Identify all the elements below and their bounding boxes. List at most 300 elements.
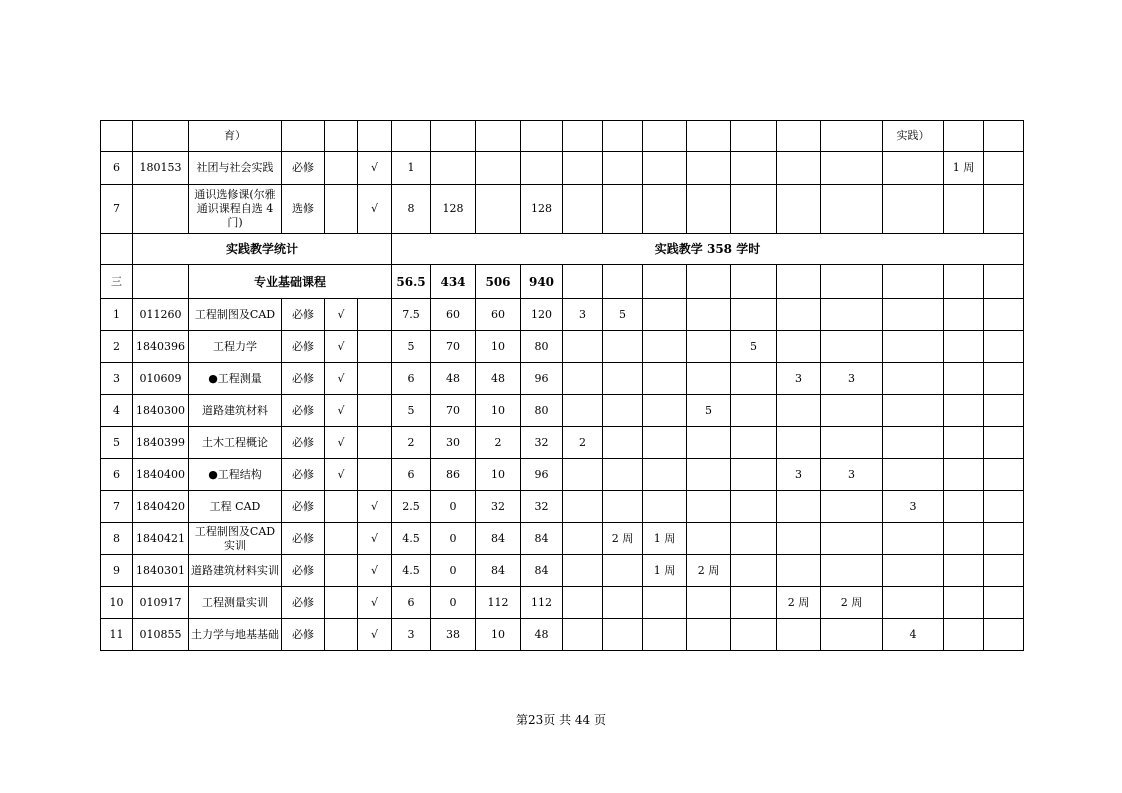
empty-cell — [944, 459, 984, 491]
check-cell — [358, 363, 392, 395]
semester-cell — [731, 491, 777, 523]
table-row — [101, 363, 1024, 395]
hours-cell: 10 — [476, 459, 521, 491]
practice-summary-label: 实践教学统计 — [133, 234, 392, 265]
semester-cell: 1 周 — [643, 555, 687, 587]
hours-cell: 128 — [431, 185, 476, 234]
semester-cell — [603, 185, 643, 234]
table-row — [101, 121, 1024, 152]
semester-cell — [731, 523, 777, 555]
course-type: 必修 — [282, 523, 325, 555]
hours-cell: 70 — [431, 331, 476, 363]
semester-cell — [603, 587, 643, 619]
hours-cell: 0 — [431, 587, 476, 619]
row-number: 2 — [101, 331, 133, 363]
course-type: 必修 — [282, 459, 325, 491]
hours-cell: 48 — [431, 363, 476, 395]
semester-cell — [643, 363, 687, 395]
semester-cell — [821, 619, 883, 651]
semester-cell — [603, 395, 643, 427]
semester-cell — [731, 555, 777, 587]
semester-cell — [821, 299, 883, 331]
semester-cell — [883, 395, 944, 427]
course-type: 必修 — [282, 152, 325, 185]
semester-cell — [821, 152, 883, 185]
semester-cell — [603, 459, 643, 491]
hours-cell: 60 — [431, 299, 476, 331]
hours-cell: 86 — [431, 459, 476, 491]
empty-cell — [101, 234, 133, 265]
credit-cell: 6 — [392, 459, 431, 491]
check-cell — [358, 459, 392, 491]
semester-cell: 2 周 — [777, 587, 821, 619]
semester-cell — [777, 331, 821, 363]
semester-cell — [687, 185, 731, 234]
semester-cell: 2 — [563, 427, 603, 459]
hours-cell: 80 — [521, 331, 563, 363]
check-cell — [325, 491, 358, 523]
semester-cell — [883, 587, 944, 619]
empty-cell — [944, 331, 984, 363]
semester-cell — [687, 152, 731, 185]
semester-cell — [883, 185, 944, 234]
semester-cell — [643, 299, 687, 331]
semester-cell — [603, 555, 643, 587]
semester-cell: 2 周 — [687, 555, 731, 587]
semester-cell — [821, 427, 883, 459]
semester-cell — [821, 523, 883, 555]
row-number: 7 — [101, 185, 133, 234]
semester-cell — [944, 185, 984, 234]
hours-cell: 60 — [476, 299, 521, 331]
check-cell — [325, 619, 358, 651]
empty-cell — [731, 265, 777, 299]
semester-cell — [687, 523, 731, 555]
semester-cell — [563, 523, 603, 555]
row-number: 7 — [101, 491, 133, 523]
credit-cell: 2.5 — [392, 491, 431, 523]
check-cell — [358, 331, 392, 363]
check-cell — [325, 185, 358, 234]
semester-cell — [731, 395, 777, 427]
credit-cell: 7.5 — [392, 299, 431, 331]
hours-cell: 32 — [521, 491, 563, 523]
check-cell: √ — [325, 331, 358, 363]
hours-cell: 0 — [431, 523, 476, 555]
credit-cell — [392, 121, 431, 152]
hours-cell: 112 — [521, 587, 563, 619]
semester-cell — [643, 427, 687, 459]
semester-cell — [563, 152, 603, 185]
course-name: ●工程结构 — [189, 459, 282, 491]
row-number: 11 — [101, 619, 133, 651]
check-cell — [358, 427, 392, 459]
credit-cell: 6 — [392, 363, 431, 395]
course-code: 180153 — [133, 152, 189, 185]
extra-cell — [984, 185, 1024, 234]
extra-cell — [984, 491, 1024, 523]
semester-cell — [643, 459, 687, 491]
empty-cell — [944, 619, 984, 651]
empty-cell — [984, 265, 1024, 299]
extra-cell — [984, 587, 1024, 619]
extra-cell — [984, 555, 1024, 587]
course-name: ●工程测量 — [189, 363, 282, 395]
check-cell — [358, 299, 392, 331]
semester-cell — [731, 619, 777, 651]
semester-cell — [777, 555, 821, 587]
semester-cell — [643, 619, 687, 651]
table-row — [101, 185, 1024, 234]
course-type — [282, 121, 325, 152]
semester-cell — [777, 121, 821, 152]
semester-cell — [563, 491, 603, 523]
table-row — [101, 491, 1024, 523]
check-cell: √ — [325, 299, 358, 331]
row-number: 5 — [101, 427, 133, 459]
semester-cell — [821, 555, 883, 587]
semester-cell — [883, 459, 944, 491]
semester-cell — [777, 619, 821, 651]
credit-cell: 5 — [392, 331, 431, 363]
table-row — [101, 152, 1024, 185]
hours-cell: 0 — [431, 491, 476, 523]
semester-cell — [687, 363, 731, 395]
semester-cell — [643, 395, 687, 427]
semester-cell — [643, 587, 687, 619]
table-row — [101, 459, 1024, 491]
course-code — [133, 185, 189, 234]
credit-cell: 1 — [392, 152, 431, 185]
course-code: 010917 — [133, 587, 189, 619]
semester-cell — [687, 459, 731, 491]
empty-cell — [944, 555, 984, 587]
semester-cell: 1 周 — [944, 152, 984, 185]
check-cell: √ — [358, 491, 392, 523]
check-cell — [325, 152, 358, 185]
table-row — [101, 299, 1024, 331]
empty-cell — [944, 299, 984, 331]
course-type: 必修 — [282, 491, 325, 523]
hours-cell — [476, 185, 521, 234]
row-number: 1 — [101, 299, 133, 331]
semester-cell — [603, 331, 643, 363]
page-footer: 第23页 共 44 页 — [516, 713, 606, 727]
semester-cell — [883, 299, 944, 331]
credit-cell: 5 — [392, 395, 431, 427]
course-code: 011260 — [133, 299, 189, 331]
credit-cell: 6 — [392, 587, 431, 619]
extra-cell — [984, 363, 1024, 395]
extra-cell — [984, 427, 1024, 459]
row-number — [101, 121, 133, 152]
semester-cell: 3 — [883, 491, 944, 523]
check-cell — [325, 587, 358, 619]
semester-cell: 5 — [687, 395, 731, 427]
hours-cell: 128 — [521, 185, 563, 234]
semester-cell — [883, 523, 944, 555]
check-cell — [325, 555, 358, 587]
semester-cell: 2 周 — [821, 587, 883, 619]
section-hours: 506 — [476, 265, 521, 299]
credit-cell: 2 — [392, 427, 431, 459]
hours-cell: 2 — [476, 427, 521, 459]
check-cell: √ — [325, 395, 358, 427]
semester-cell — [731, 427, 777, 459]
semester-cell — [777, 523, 821, 555]
semester-cell — [821, 185, 883, 234]
hours-cell — [476, 152, 521, 185]
hours-cell: 84 — [521, 523, 563, 555]
hours-cell: 32 — [521, 427, 563, 459]
semester-cell — [687, 587, 731, 619]
empty-cell — [687, 265, 731, 299]
semester-cell — [731, 299, 777, 331]
semester-cell — [563, 587, 603, 619]
course-name: 工程制图及CAD 实训 — [189, 523, 282, 555]
empty-cell — [563, 265, 603, 299]
extra-cell — [984, 152, 1024, 185]
practice-summary-value: 实践教学 358 学时 — [392, 234, 1024, 265]
semester-cell — [687, 121, 731, 152]
empty-cell — [944, 491, 984, 523]
course-code: 1840399 — [133, 427, 189, 459]
semester-cell — [944, 121, 984, 152]
semester-cell: 实践） — [883, 121, 944, 152]
hours-cell — [521, 152, 563, 185]
empty-cell — [944, 523, 984, 555]
hours-cell: 38 — [431, 619, 476, 651]
hours-cell: 32 — [476, 491, 521, 523]
empty-cell — [944, 395, 984, 427]
semester-cell — [821, 331, 883, 363]
course-name: 工程 CAD — [189, 491, 282, 523]
semester-cell — [731, 587, 777, 619]
semester-cell — [563, 331, 603, 363]
empty-cell — [777, 265, 821, 299]
semester-cell — [563, 395, 603, 427]
course-code: 1840300 — [133, 395, 189, 427]
row-number: 3 — [101, 363, 133, 395]
semester-cell: 1 周 — [643, 523, 687, 555]
semester-cell — [731, 185, 777, 234]
credit-cell: 4.5 — [392, 523, 431, 555]
semester-cell — [563, 363, 603, 395]
hours-cell: 120 — [521, 299, 563, 331]
extra-cell — [984, 523, 1024, 555]
semester-cell — [563, 555, 603, 587]
course-code: 1840400 — [133, 459, 189, 491]
course-type: 必修 — [282, 427, 325, 459]
semester-cell — [883, 427, 944, 459]
semester-cell — [883, 152, 944, 185]
hours-cell — [476, 121, 521, 152]
curriculum-table — [100, 120, 1024, 651]
hours-cell: 48 — [521, 619, 563, 651]
empty-cell — [944, 363, 984, 395]
hours-cell: 84 — [521, 555, 563, 587]
semester-cell — [643, 331, 687, 363]
table-row — [101, 555, 1024, 587]
course-code: 010609 — [133, 363, 189, 395]
check-cell — [325, 121, 358, 152]
hours-cell: 10 — [476, 331, 521, 363]
course-type: 必修 — [282, 395, 325, 427]
empty-cell — [643, 265, 687, 299]
check-cell — [358, 121, 392, 152]
course-type: 必修 — [282, 555, 325, 587]
empty-cell — [944, 265, 984, 299]
course-type: 选修 — [282, 185, 325, 234]
semester-cell — [777, 427, 821, 459]
section-credit: 56.5 — [392, 265, 431, 299]
semester-cell — [731, 152, 777, 185]
section-number: 三 — [101, 265, 133, 299]
check-cell: √ — [358, 523, 392, 555]
course-name: 通识选修课(尔雅通识课程自选 4 门) — [189, 185, 282, 234]
semester-cell — [777, 152, 821, 185]
semester-cell — [687, 427, 731, 459]
extra-cell — [984, 331, 1024, 363]
credit-cell: 8 — [392, 185, 431, 234]
course-type: 必修 — [282, 619, 325, 651]
table-row — [101, 523, 1024, 555]
hours-cell: 84 — [476, 555, 521, 587]
hours-cell: 80 — [521, 395, 563, 427]
row-number: 4 — [101, 395, 133, 427]
course-name: 社团与社会实践 — [189, 152, 282, 185]
semester-cell — [777, 299, 821, 331]
credit-cell: 3 — [392, 619, 431, 651]
table-row — [101, 619, 1024, 651]
semester-cell: 5 — [731, 331, 777, 363]
empty-cell — [603, 265, 643, 299]
course-name: 工程测量实训 — [189, 587, 282, 619]
course-name: 土力学与地基基础 — [189, 619, 282, 651]
hours-cell: 84 — [476, 523, 521, 555]
course-type: 必修 — [282, 363, 325, 395]
course-code — [133, 121, 189, 152]
semester-cell — [731, 363, 777, 395]
section-hours: 434 — [431, 265, 476, 299]
semester-cell — [603, 427, 643, 459]
semester-cell — [643, 491, 687, 523]
empty-cell — [821, 265, 883, 299]
course-code: 010855 — [133, 619, 189, 651]
empty-cell — [944, 427, 984, 459]
extra-cell — [984, 395, 1024, 427]
hours-cell: 70 — [431, 395, 476, 427]
semester-cell — [563, 619, 603, 651]
semester-cell — [883, 331, 944, 363]
table-row — [101, 587, 1024, 619]
course-code: 1840301 — [133, 555, 189, 587]
row-number: 10 — [101, 587, 133, 619]
semester-cell — [603, 619, 643, 651]
extra-cell — [984, 121, 1024, 152]
section-title: 专业基础课程 — [189, 265, 392, 299]
empty-cell — [133, 265, 189, 299]
semester-cell — [563, 185, 603, 234]
check-cell: √ — [358, 587, 392, 619]
semester-cell — [821, 395, 883, 427]
credit-cell: 4.5 — [392, 555, 431, 587]
course-name: 道路建筑材料 — [189, 395, 282, 427]
hours-cell: 96 — [521, 459, 563, 491]
semester-cell — [731, 459, 777, 491]
semester-cell: 3 — [777, 459, 821, 491]
row-number: 6 — [101, 459, 133, 491]
semester-cell — [821, 491, 883, 523]
row-number: 6 — [101, 152, 133, 185]
semester-cell — [777, 491, 821, 523]
semester-cell — [563, 459, 603, 491]
semester-cell: 2 周 — [603, 523, 643, 555]
semester-cell — [883, 363, 944, 395]
hours-cell: 112 — [476, 587, 521, 619]
hours-cell — [431, 121, 476, 152]
check-cell: √ — [325, 459, 358, 491]
semester-cell — [687, 299, 731, 331]
course-code: 1840396 — [133, 331, 189, 363]
hours-cell: 10 — [476, 619, 521, 651]
hours-cell: 30 — [431, 427, 476, 459]
check-cell: √ — [325, 427, 358, 459]
hours-cell — [431, 152, 476, 185]
semester-cell — [687, 491, 731, 523]
course-code: 1840421 — [133, 523, 189, 555]
check-cell: √ — [325, 363, 358, 395]
course-type: 必修 — [282, 587, 325, 619]
empty-cell — [883, 265, 944, 299]
semester-cell: 3 — [777, 363, 821, 395]
check-cell: √ — [358, 555, 392, 587]
semester-cell — [603, 491, 643, 523]
semester-cell — [687, 619, 731, 651]
semester-cell — [821, 121, 883, 152]
semester-cell: 3 — [563, 299, 603, 331]
semester-cell — [603, 363, 643, 395]
row-number: 8 — [101, 523, 133, 555]
semester-cell: 3 — [821, 363, 883, 395]
course-name: 道路建筑材料实训 — [189, 555, 282, 587]
hours-cell: 0 — [431, 555, 476, 587]
semester-cell: 5 — [603, 299, 643, 331]
semester-cell — [731, 121, 777, 152]
semester-cell — [777, 395, 821, 427]
check-cell: √ — [358, 185, 392, 234]
section-hours: 940 — [521, 265, 563, 299]
semester-cell — [777, 185, 821, 234]
course-name: 工程力学 — [189, 331, 282, 363]
table-row — [101, 427, 1024, 459]
semester-cell — [603, 152, 643, 185]
semester-cell — [563, 121, 603, 152]
table-row — [101, 331, 1024, 363]
semester-cell: 3 — [821, 459, 883, 491]
semester-cell — [883, 555, 944, 587]
table-row — [101, 395, 1024, 427]
course-type: 必修 — [282, 299, 325, 331]
hours-cell: 96 — [521, 363, 563, 395]
empty-cell — [944, 587, 984, 619]
hours-cell: 48 — [476, 363, 521, 395]
check-cell — [358, 395, 392, 427]
course-type: 必修 — [282, 331, 325, 363]
hours-cell: 10 — [476, 395, 521, 427]
semester-cell — [643, 185, 687, 234]
check-cell: √ — [358, 619, 392, 651]
